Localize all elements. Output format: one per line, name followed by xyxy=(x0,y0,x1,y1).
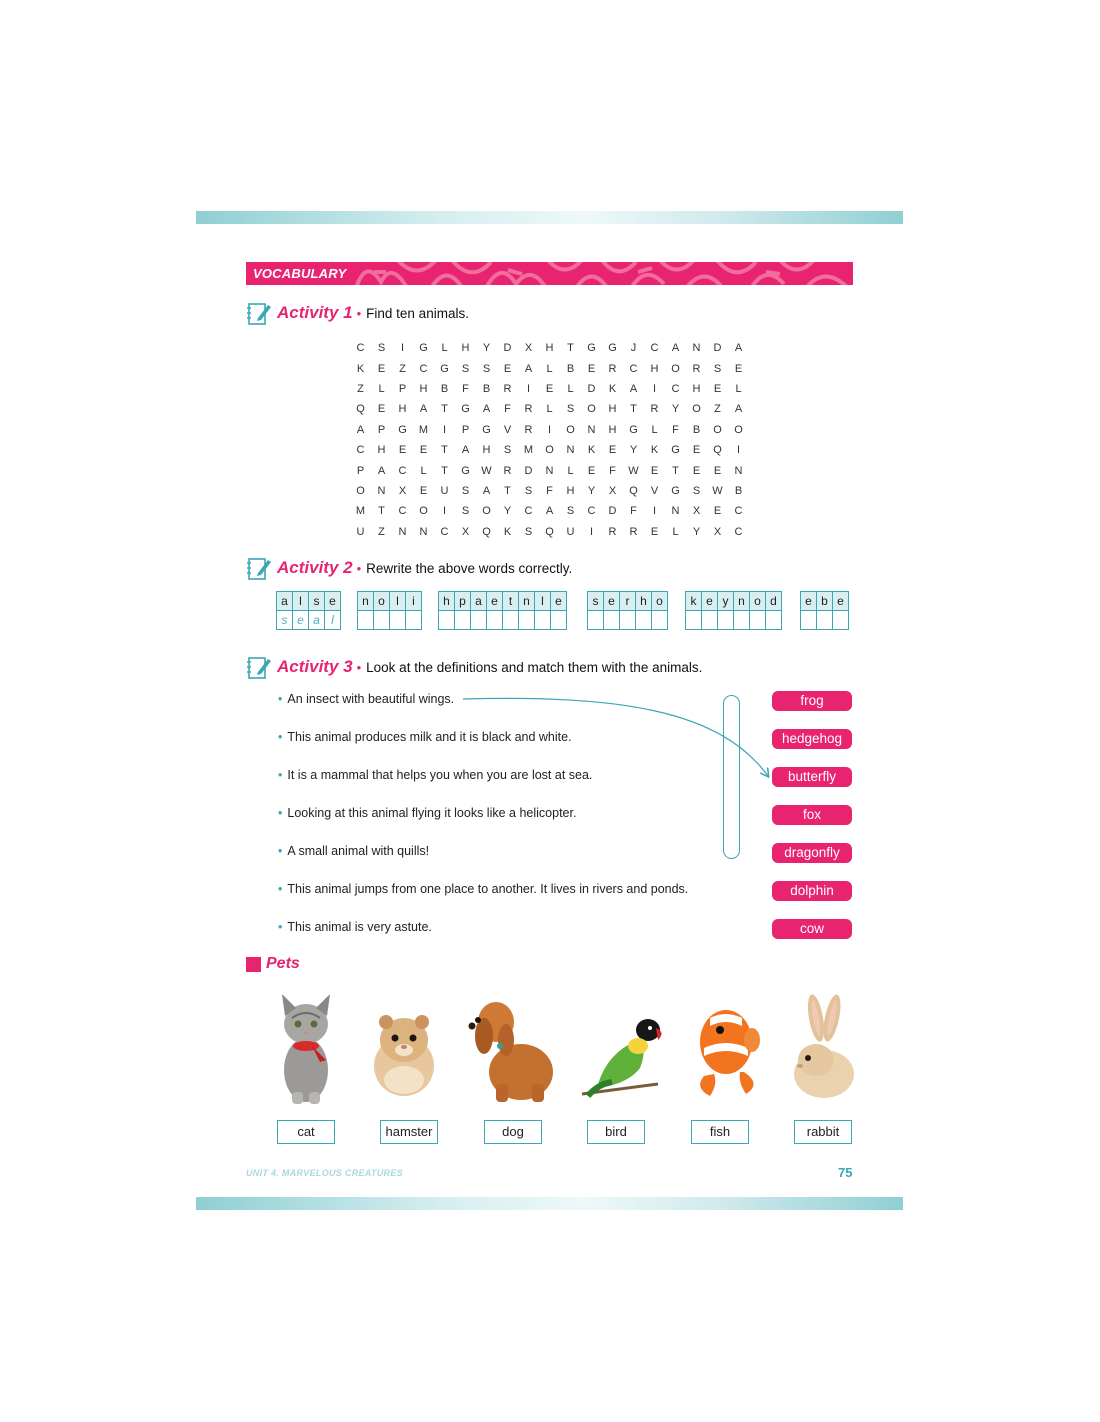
grid-letter[interactable]: C xyxy=(524,505,533,518)
grid-letter[interactable]: K xyxy=(608,382,617,395)
bullet-dot: • xyxy=(278,920,283,934)
grid-letter[interactable]: S xyxy=(503,444,512,457)
grid-letter[interactable]: I xyxy=(442,423,447,436)
grid-letter[interactable]: G xyxy=(671,444,680,457)
grid-letter[interactable]: S xyxy=(461,362,470,375)
grid-letter[interactable]: H xyxy=(692,382,701,395)
grid-letter[interactable]: E xyxy=(650,464,659,477)
grid-letter[interactable]: B xyxy=(440,382,449,395)
bullet-dot: • xyxy=(278,692,283,706)
grid-letter[interactable]: S xyxy=(461,484,470,497)
scrambled-letter: h xyxy=(635,591,652,611)
bullet-dot: • xyxy=(278,768,283,782)
scrambled-letter: l xyxy=(534,591,551,611)
grid-letter[interactable]: E xyxy=(377,403,386,416)
grid-letter[interactable]: E xyxy=(692,464,701,477)
grid-letter[interactable]: Z xyxy=(399,362,406,375)
grid-letter[interactable]: R xyxy=(503,464,512,477)
bullet-dot: • xyxy=(278,844,283,858)
grid-letter[interactable]: B xyxy=(482,382,491,395)
scrambled-letter: e xyxy=(324,591,341,611)
grid-letter[interactable]: R xyxy=(608,362,617,375)
grid-letter[interactable]: O xyxy=(356,484,365,497)
activity3-instruction: Look at the definitions and match them with the animals. xyxy=(366,659,703,675)
grid-letter[interactable]: L xyxy=(546,362,553,375)
grid-letter[interactable]: G xyxy=(482,423,491,436)
grid-letter[interactable]: G xyxy=(419,342,428,355)
grid-letter[interactable]: Y xyxy=(503,505,512,518)
grid-letter[interactable]: E xyxy=(545,382,554,395)
grid-letter[interactable]: X xyxy=(692,505,701,518)
grid-letter[interactable]: R xyxy=(650,403,659,416)
scrambled-letter: n xyxy=(733,591,750,611)
grid-letter[interactable]: C xyxy=(398,464,407,477)
grid-letter[interactable]: S xyxy=(377,342,386,355)
grid-letter[interactable]: P xyxy=(461,423,470,436)
grid-letter[interactable]: A xyxy=(482,403,491,416)
grid-letter[interactable]: Y xyxy=(629,444,638,457)
scrambled-letter: o xyxy=(651,591,668,611)
grid-letter[interactable]: B xyxy=(566,362,575,375)
grid-letter[interactable]: A xyxy=(482,484,491,497)
grid-letter[interactable]: H xyxy=(461,342,470,355)
grid-letter[interactable]: H xyxy=(482,444,491,457)
grid-letter[interactable]: G xyxy=(608,342,617,355)
page-number: 75 xyxy=(838,1165,853,1180)
grid-letter[interactable]: G xyxy=(587,342,596,355)
grid-letter[interactable]: M xyxy=(523,444,534,457)
grid-letter[interactable]: Z xyxy=(357,382,364,395)
grid-letter[interactable]: C xyxy=(671,382,680,395)
scrambled-letter: o xyxy=(749,591,766,611)
grid-letter[interactable]: O xyxy=(482,505,491,518)
grid-letter[interactable]: I xyxy=(589,525,594,538)
scrambled-letter: t xyxy=(502,591,519,611)
grid-letter[interactable]: S xyxy=(524,484,533,497)
animal-answer-badge[interactable]: frog xyxy=(772,691,852,711)
grid-letter[interactable]: X xyxy=(608,484,617,497)
grid-letter[interactable]: N xyxy=(587,423,596,436)
grid-letter[interactable]: L xyxy=(672,525,679,538)
grid-letter[interactable]: A xyxy=(461,444,470,457)
grid-letter[interactable]: Y xyxy=(671,403,680,416)
grid-letter[interactable]: V xyxy=(650,484,659,497)
pets-title: Pets xyxy=(266,955,300,972)
bottom-decorative-band xyxy=(196,1197,903,1210)
scrambled-letter: e xyxy=(800,591,817,611)
grid-letter[interactable]: E xyxy=(419,444,428,457)
grid-letter[interactable]: U xyxy=(440,484,449,497)
bullet-dot: • xyxy=(278,730,283,744)
answer-letter-box[interactable]: l xyxy=(324,610,341,630)
grid-letter[interactable]: L xyxy=(567,382,574,395)
definition-text: This animal produces milk and it is black and white. xyxy=(287,730,572,744)
scrambled-letter: s xyxy=(308,591,325,611)
scrambled-letter: e xyxy=(832,591,849,611)
animal-answer-badge[interactable]: hedgehog xyxy=(772,729,852,749)
grid-letter[interactable]: J xyxy=(630,342,637,355)
grid-letter[interactable]: A xyxy=(734,342,743,355)
grid-letter[interactable]: F xyxy=(504,403,511,416)
grid-letter[interactable]: Q xyxy=(545,525,554,538)
pet-label-box[interactable]: hamster xyxy=(380,1120,438,1144)
scrambled-letter: r xyxy=(619,591,636,611)
grid-letter[interactable]: G xyxy=(398,423,407,436)
scrambled-letter: l xyxy=(292,591,309,611)
definition-text: A small animal with quills! xyxy=(287,844,430,858)
scrambled-letter: p xyxy=(454,591,471,611)
scrambled-letter: e xyxy=(550,591,567,611)
grid-letter[interactable]: C xyxy=(356,444,365,457)
grid-letter[interactable]: S xyxy=(692,484,701,497)
definition-text: This animal is very astute. xyxy=(287,920,432,934)
section-label: VOCABULARY xyxy=(253,266,347,281)
grid-letter[interactable]: S xyxy=(566,403,575,416)
scrambled-letter: n xyxy=(518,591,535,611)
grid-letter[interactable]: A xyxy=(545,505,554,518)
dog-photo-icon xyxy=(466,988,562,1108)
unit-footer: UNIT 4. MARVELOUS CREATURES xyxy=(246,1168,403,1178)
grid-letter[interactable]: Q xyxy=(629,484,638,497)
activity2-instruction: Rewrite the above words correctly. xyxy=(366,560,573,576)
grid-letter[interactable]: X xyxy=(461,525,470,538)
grid-letter[interactable]: N xyxy=(671,505,680,518)
pet-label-box[interactable]: rabbit xyxy=(794,1120,852,1144)
grid-letter[interactable]: M xyxy=(418,423,429,436)
scrambled-letter: a xyxy=(470,591,487,611)
grid-letter[interactable]: R xyxy=(608,525,617,538)
grid-letter[interactable]: I xyxy=(652,505,657,518)
grid-letter[interactable]: S xyxy=(482,362,491,375)
grid-letter[interactable]: R xyxy=(524,403,533,416)
grid-letter[interactable]: K xyxy=(650,444,659,457)
grid-letter[interactable]: S xyxy=(713,362,722,375)
grid-letter[interactable]: T xyxy=(441,403,448,416)
scrambled-letter: e xyxy=(701,591,718,611)
rabbit-photo-icon xyxy=(786,988,862,1108)
answer-letter-box[interactable]: a xyxy=(308,610,325,630)
grid-letter[interactable]: F xyxy=(462,382,469,395)
grid-letter[interactable]: A xyxy=(734,403,743,416)
grid-letter[interactable]: W xyxy=(628,464,639,477)
grid-letter[interactable]: K xyxy=(587,444,596,457)
grid-letter[interactable]: H xyxy=(566,484,575,497)
grid-letter[interactable]: T xyxy=(504,484,511,497)
pet-label-box[interactable]: bird xyxy=(587,1120,645,1144)
grid-letter[interactable]: I xyxy=(547,423,552,436)
grid-letter[interactable]: G xyxy=(440,362,449,375)
grid-letter[interactable]: D xyxy=(608,505,617,518)
grid-letter[interactable]: X xyxy=(398,484,407,497)
definition-text: This animal jumps from one place to another. It lives in rivers and ponds. xyxy=(287,882,689,896)
grid-letter[interactable]: E xyxy=(692,444,701,457)
grid-letter[interactable]: R xyxy=(629,525,638,538)
grid-letter[interactable]: L xyxy=(567,464,574,477)
definition-text: It is a mammal that helps you when you are lost at sea. xyxy=(287,768,593,782)
scrambled-letter: a xyxy=(276,591,293,611)
grid-letter[interactable]: X xyxy=(713,525,722,538)
grid-letter[interactable]: H xyxy=(545,342,554,355)
scrambled-letter: e xyxy=(486,591,503,611)
grid-letter[interactable]: C xyxy=(419,362,428,375)
grid-letter[interactable]: L xyxy=(441,342,448,355)
grid-letter[interactable]: O xyxy=(713,423,722,436)
grid-letter[interactable]: E xyxy=(587,362,596,375)
grid-letter[interactable]: G xyxy=(461,464,470,477)
grid-letter[interactable]: C xyxy=(629,362,638,375)
grid-letter[interactable]: G xyxy=(629,423,638,436)
grid-letter[interactable]: Y xyxy=(587,484,596,497)
grid-letter[interactable]: F xyxy=(546,484,553,497)
grid-letter[interactable]: Q xyxy=(356,403,365,416)
grid-letter[interactable]: E xyxy=(587,464,596,477)
grid-letter[interactable]: S xyxy=(524,525,533,538)
grid-letter[interactable]: A xyxy=(377,464,386,477)
grid-letter[interactable]: I xyxy=(736,444,741,457)
scrambled-letter: n xyxy=(357,591,374,611)
scrambled-letter: s xyxy=(587,591,604,611)
grid-letter[interactable]: T xyxy=(378,505,385,518)
scrambled-letter: e xyxy=(603,591,620,611)
animal-answer-badge[interactable]: fox xyxy=(772,805,852,825)
grid-letter[interactable]: F xyxy=(672,423,679,436)
bullet-dot: • xyxy=(356,659,362,675)
grid-letter[interactable]: M xyxy=(355,505,366,518)
grid-letter[interactable]: H xyxy=(608,423,617,436)
grid-letter[interactable]: C xyxy=(356,342,365,355)
match-arrow xyxy=(463,698,768,776)
scrambled-letter: b xyxy=(816,591,833,611)
pet-label-box[interactable]: fish xyxy=(691,1120,749,1144)
grid-letter[interactable]: E xyxy=(734,362,743,375)
bullet-dot: • xyxy=(356,560,362,576)
pet-label-box[interactable]: dog xyxy=(484,1120,542,1144)
scrambled-letter: o xyxy=(373,591,390,611)
bullet-dot: • xyxy=(278,882,283,896)
grid-letter[interactable]: O xyxy=(734,423,743,436)
grid-letter[interactable]: A xyxy=(524,362,533,375)
grid-letter[interactable]: E xyxy=(650,525,659,538)
grid-letter[interactable]: Q xyxy=(482,525,491,538)
grid-letter[interactable]: E xyxy=(377,362,386,375)
grid-letter[interactable]: H xyxy=(419,382,428,395)
scrambled-letter: l xyxy=(389,591,406,611)
grid-letter[interactable]: X xyxy=(524,342,533,355)
grid-letter[interactable]: A xyxy=(671,342,680,355)
activity2-title: Activity 2 xyxy=(277,558,353,577)
grid-letter[interactable]: C xyxy=(440,525,449,538)
grid-letter[interactable]: E xyxy=(608,444,617,457)
grid-letter[interactable]: P xyxy=(377,423,386,436)
clownfish-photo-icon xyxy=(684,988,770,1108)
grid-letter[interactable]: O xyxy=(545,444,554,457)
grid-letter[interactable]: N xyxy=(734,464,743,477)
grid-letter[interactable]: N xyxy=(377,484,386,497)
animal-answer-badge[interactable]: butterfly xyxy=(772,767,852,787)
grid-letter[interactable]: E xyxy=(713,464,722,477)
grid-letter[interactable]: K xyxy=(356,362,365,375)
grid-letter[interactable]: G xyxy=(461,403,470,416)
grid-letter[interactable]: U xyxy=(566,525,575,538)
animal-answer-badge[interactable]: cow xyxy=(772,919,852,939)
grid-letter[interactable]: R xyxy=(692,362,701,375)
grid-letter[interactable]: O xyxy=(671,362,680,375)
grid-letter[interactable]: D xyxy=(587,382,596,395)
grid-letter[interactable]: T xyxy=(672,464,679,477)
scrambled-letter: i xyxy=(405,591,422,611)
grid-letter[interactable]: V xyxy=(503,423,512,436)
grid-letter[interactable]: D xyxy=(524,464,533,477)
grid-letter[interactable]: E xyxy=(419,484,428,497)
animal-answer-badge[interactable]: dolphin xyxy=(772,881,852,901)
grid-letter[interactable]: S xyxy=(566,505,575,518)
grid-letter[interactable]: P xyxy=(356,464,365,477)
grid-letter[interactable]: H xyxy=(650,362,659,375)
grid-letter[interactable]: P xyxy=(398,382,407,395)
grid-letter[interactable]: H xyxy=(608,403,617,416)
grid-letter[interactable]: N xyxy=(545,464,554,477)
scrambled-letter: y xyxy=(717,591,734,611)
answer-letter-box[interactable]: s xyxy=(276,610,293,630)
grid-letter[interactable]: B xyxy=(734,484,743,497)
cat-photo-icon xyxy=(268,988,344,1108)
pet-label-box[interactable]: cat xyxy=(277,1120,335,1144)
grid-letter[interactable]: L xyxy=(651,423,658,436)
grid-letter[interactable]: G xyxy=(671,484,680,497)
pets-square-icon xyxy=(246,957,261,972)
grid-letter[interactable]: A xyxy=(356,423,365,436)
grid-letter[interactable]: T xyxy=(441,444,448,457)
grid-letter[interactable]: S xyxy=(461,505,470,518)
grid-letter[interactable]: C xyxy=(650,342,659,355)
grid-letter[interactable]: D xyxy=(713,342,722,355)
grid-letter[interactable]: L xyxy=(420,464,427,477)
grid-letter[interactable]: Z xyxy=(714,403,721,416)
grid-letter[interactable]: L xyxy=(378,382,385,395)
definition-text: Looking at this animal flying it looks like a helicopter. xyxy=(287,806,577,820)
grid-letter[interactable]: I xyxy=(442,505,447,518)
grid-letter[interactable]: C xyxy=(734,505,743,518)
scrambled-letter: k xyxy=(685,591,702,611)
grid-letter[interactable]: R xyxy=(503,382,512,395)
grid-letter[interactable]: I xyxy=(526,382,531,395)
parrot-photo-icon xyxy=(578,988,664,1108)
grid-letter[interactable]: Y xyxy=(482,342,491,355)
grid-letter[interactable]: W xyxy=(712,484,723,497)
bullet-dot: • xyxy=(278,806,283,820)
grid-letter[interactable]: F xyxy=(609,464,616,477)
grid-letter[interactable]: L xyxy=(735,382,742,395)
grid-letter[interactable]: C xyxy=(734,525,743,538)
grid-letter[interactable]: E xyxy=(398,444,407,457)
grid-letter[interactable]: O xyxy=(419,505,428,518)
grid-letter[interactable]: Q xyxy=(713,444,722,457)
grid-letter[interactable]: T xyxy=(567,342,574,355)
hamster-photo-icon xyxy=(366,988,442,1108)
grid-letter[interactable]: K xyxy=(503,525,512,538)
answer-letter-box[interactable]: e xyxy=(292,610,309,630)
grid-letter[interactable]: C xyxy=(587,505,596,518)
grid-letter[interactable]: O xyxy=(587,403,596,416)
grid-letter[interactable]: H xyxy=(377,444,386,457)
grid-letter[interactable]: D xyxy=(503,342,512,355)
grid-letter[interactable]: N xyxy=(398,525,407,538)
grid-letter[interactable]: U xyxy=(356,525,365,538)
grid-letter[interactable]: A xyxy=(419,403,428,416)
pets-heading xyxy=(246,955,300,973)
grid-letter[interactable]: L xyxy=(546,403,553,416)
grid-letter[interactable]: Z xyxy=(378,525,385,538)
grid-letter[interactable]: O xyxy=(692,403,701,416)
scrambled-letter: d xyxy=(765,591,782,611)
definition-text: An insect with beautiful wings. xyxy=(287,692,455,706)
grid-letter[interactable]: E xyxy=(713,505,722,518)
grid-letter[interactable]: W xyxy=(481,464,492,477)
grid-letter[interactable]: N xyxy=(692,342,701,355)
grid-letter[interactable]: T xyxy=(441,464,448,477)
activity1-title: Activity 1 xyxy=(277,303,353,322)
bullet-dot: • xyxy=(356,305,362,321)
grid-letter[interactable]: Y xyxy=(692,525,701,538)
grid-letter[interactable]: T xyxy=(630,403,637,416)
grid-letter[interactable]: F xyxy=(630,505,637,518)
grid-letter[interactable]: I xyxy=(400,342,405,355)
grid-letter[interactable]: O xyxy=(566,423,575,436)
grid-letter[interactable]: N xyxy=(419,525,428,538)
grid-letter[interactable]: B xyxy=(692,423,701,436)
grid-letter[interactable]: N xyxy=(566,444,575,457)
grid-letter[interactable]: E xyxy=(713,382,722,395)
grid-letter[interactable]: E xyxy=(503,362,512,375)
grid-letter[interactable]: H xyxy=(398,403,407,416)
activity3-title: Activity 3 xyxy=(277,657,353,676)
grid-letter[interactable]: I xyxy=(652,382,657,395)
grid-letter[interactable]: C xyxy=(398,505,407,518)
animal-answer-badge[interactable]: dragonfly xyxy=(772,843,852,863)
grid-letter[interactable]: A xyxy=(629,382,638,395)
grid-letter[interactable]: R xyxy=(524,423,533,436)
scrambled-letter: h xyxy=(438,591,455,611)
activity1-instruction: Find ten animals. xyxy=(366,305,469,321)
